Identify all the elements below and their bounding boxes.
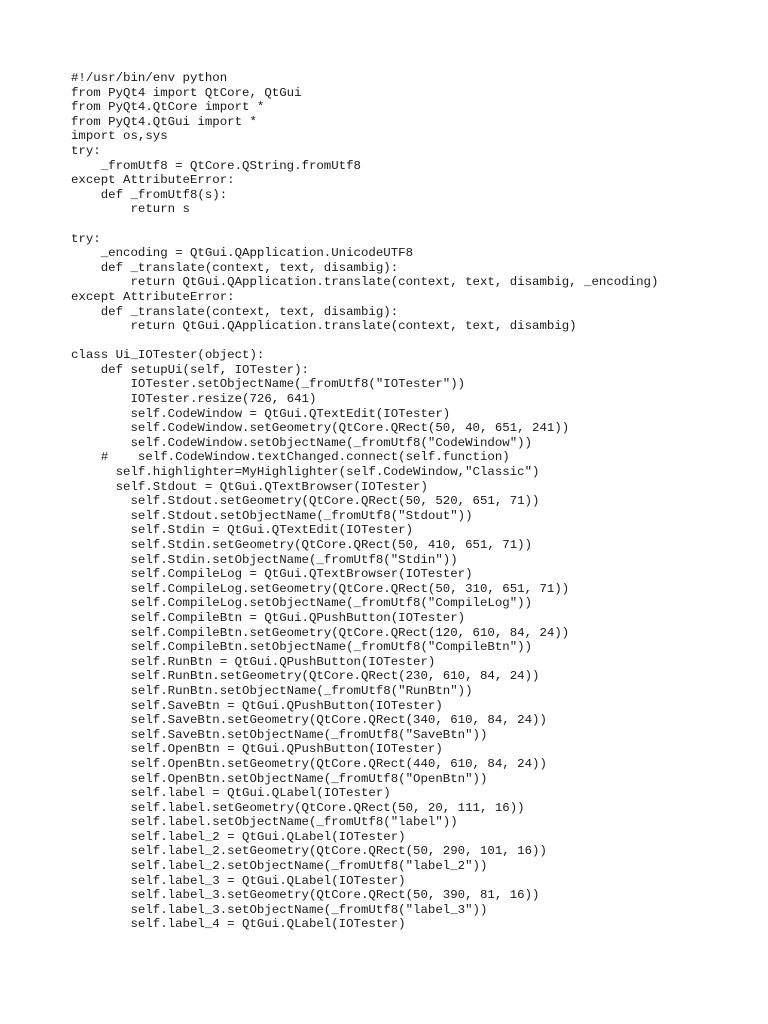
code-line: return QtGui.QApplication.translate(context, text, disambig): [71, 319, 577, 334]
code-line: self.CompileLog.setObjectName(_fromUtf8("CompileLog")): [71, 596, 533, 611]
code-listing: [71, 71, 761, 932]
code-line: self.Stdout.setObjectName(_fromUtf8("Stdout")): [71, 508, 473, 523]
code-line: self.SaveBtn = QtGui.QPushButton(IOTester): [71, 698, 443, 713]
code-line: from PyQt4.QtGui import *: [71, 114, 257, 129]
code-line: self.CodeWindow.setGeometry(QtCore.QRect(50, 40, 651, 241)): [71, 421, 570, 436]
code-line: self.CodeWindow = QtGui.QTextEdit(IOTester): [71, 406, 451, 421]
code-line: except AttributeError:: [71, 289, 235, 304]
code-line: IOTester.resize(726, 641): [71, 392, 317, 407]
code-line: self.label_2.setGeometry(QtCore.QRect(50, 290, 101, 16)): [71, 844, 547, 859]
code-line: [71, 217, 761, 232]
code-line: self.OpenBtn.setGeometry(QtCore.QRect(440, 610, 84, 24)): [71, 756, 547, 771]
code-line: self.label_2.setObjectName(_fromUtf8("label_2")): [71, 859, 488, 874]
code-line: self.RunBtn.setObjectName(_fromUtf8("RunBtn")): [71, 683, 473, 698]
code-line: [71, 334, 761, 349]
code-line: self.label.setObjectName(_fromUtf8("label")): [71, 815, 458, 830]
code-line: try:: [71, 143, 101, 158]
code-line: self.CompileBtn.setObjectName(_fromUtf8("CompileBtn")): [71, 640, 533, 655]
code-line: self.OpenBtn = QtGui.QPushButton(IOTester): [71, 742, 443, 757]
code-line: import os,sys: [71, 129, 168, 144]
code-line: from PyQt4.QtCore import *: [71, 100, 265, 115]
code-line: from PyQt4 import QtCore, QtGui: [71, 85, 302, 100]
code-line: def _translate(context, text, disambig):: [71, 304, 399, 319]
code-line: try:: [71, 231, 101, 246]
code-line: self.RunBtn = QtGui.QPushButton(IOTester): [71, 654, 436, 669]
code-line: self.OpenBtn.setObjectName(_fromUtf8("OpenBtn")): [71, 771, 488, 786]
code-line: IOTester.setObjectName(_fromUtf8("IOTester")): [71, 377, 466, 392]
code-line: #!/usr/bin/env python: [71, 71, 228, 85]
code-line: self.CodeWindow.setObjectName(_fromUtf8("CodeWindow")): [71, 435, 533, 450]
code-line: self.label_3 = QtGui.QLabel(IOTester): [71, 873, 406, 888]
code-line: self.Stdout = QtGui.QTextBrowser(IOTester): [71, 479, 428, 494]
code-line: self.label_3.setGeometry(QtCore.QRect(50, 390, 81, 16)): [71, 888, 540, 903]
code-line: self.label_3.setObjectName(_fromUtf8("label_3")): [71, 902, 488, 917]
code-line: self.Stdout.setGeometry(QtCore.QRect(50, 520, 651, 71)): [71, 494, 540, 509]
code-line: return s: [71, 202, 190, 217]
code-line: self.SaveBtn.setGeometry(QtCore.QRect(340, 610, 84, 24)): [71, 713, 547, 728]
code-line: self.label.setGeometry(QtCore.QRect(50, 20, 111, 16)): [71, 800, 525, 815]
code-line: self.CompileBtn.setGeometry(QtCore.QRect(120, 610, 84, 24)): [71, 625, 570, 640]
code-line: self.Stdin = QtGui.QTextEdit(IOTester): [71, 523, 414, 538]
code-line: self.RunBtn.setGeometry(QtCore.QRect(230, 610, 84, 24)): [71, 669, 540, 684]
code-line: def setupUi(self, IOTester):: [71, 362, 309, 377]
code-line: self.SaveBtn.setObjectName(_fromUtf8("SaveBtn")): [71, 727, 488, 742]
code-line: _encoding = QtGui.QApplication.UnicodeUTF8: [71, 246, 414, 261]
code-line: self.Stdin.setObjectName(_fromUtf8("Stdin")): [71, 552, 458, 567]
code-line: self.CompileLog.setGeometry(QtCore.QRect(50, 310, 651, 71)): [71, 581, 570, 596]
code-line: # self.CodeWindow.textChanged.connect(self.function): [71, 450, 510, 465]
code-line: return QtGui.QApplication.translate(context, text, disambig, _encoding): [71, 275, 659, 290]
code-line: self.label = QtGui.QLabel(IOTester): [71, 786, 391, 801]
code-line: except AttributeError:: [71, 173, 235, 188]
code-line: def _fromUtf8(s):: [71, 187, 228, 202]
code-line: self.Stdin.setGeometry(QtCore.QRect(50, 410, 651, 71)): [71, 538, 533, 552]
code-line: def _translate(context, text, disambig):: [71, 260, 399, 275]
code-line: self.highlighter=MyHighlighter(self.CodeWindow,"Classic"): [71, 465, 540, 480]
code-line: self.CompileLog = QtGui.QTextBrowser(IOTester): [71, 567, 473, 582]
code-line: class Ui_IOTester(object):: [71, 348, 265, 363]
code-line: self.label_2 = QtGui.QLabel(IOTester): [71, 829, 406, 844]
code-line: _fromUtf8 = QtCore.QString.fromUtf8: [71, 158, 361, 173]
code-line: self.label_4 = QtGui.QLabel(IOTester): [71, 917, 406, 932]
code-line: self.CompileBtn = QtGui.QPushButton(IOTester): [71, 610, 466, 625]
